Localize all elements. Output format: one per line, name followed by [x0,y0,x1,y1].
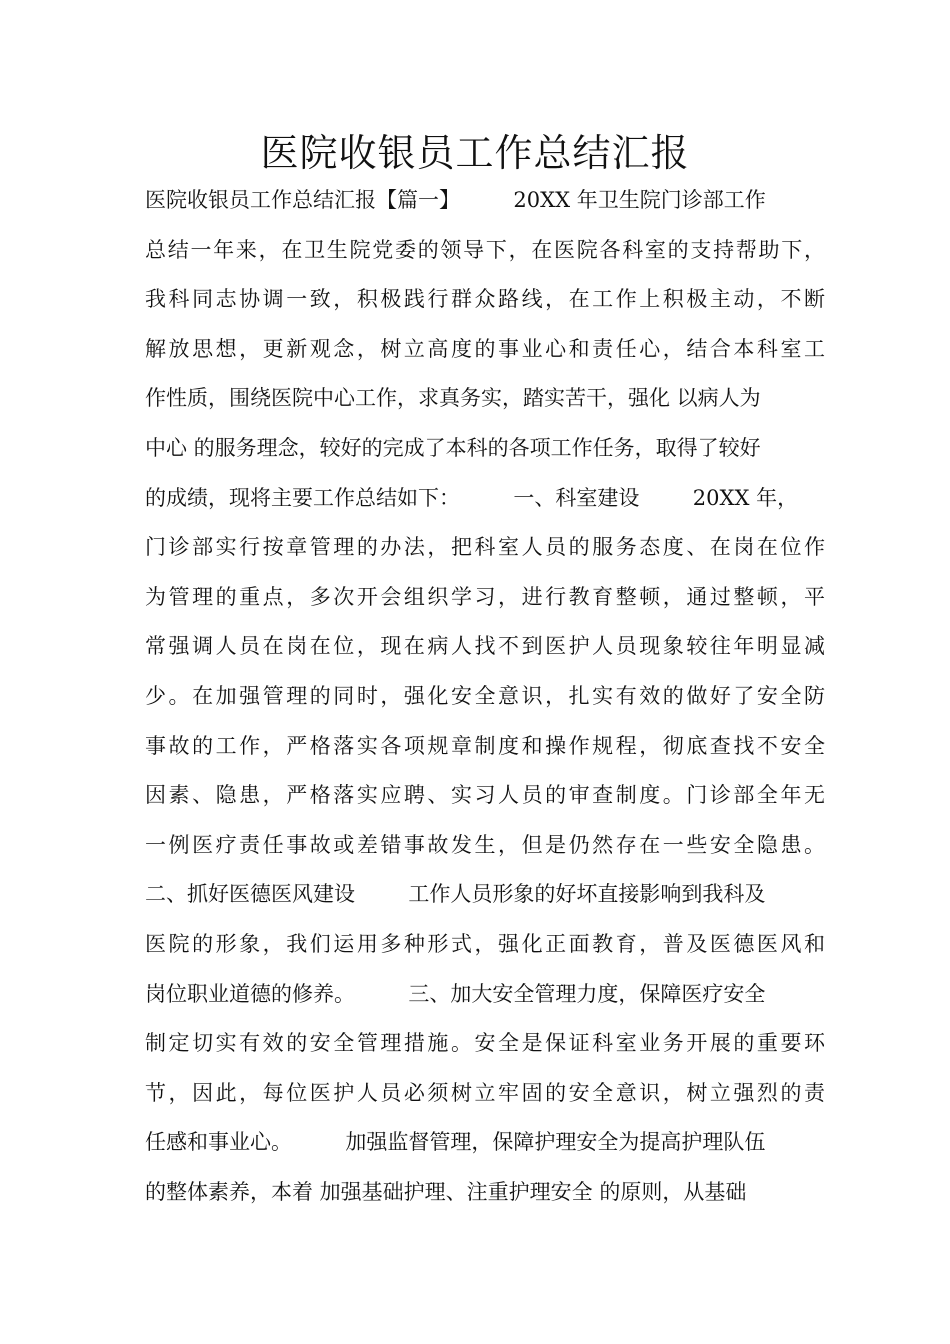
body-line: 节，因此，每位医护人员必须树立牢固的安全意识，树立强烈的责 [145,1080,825,1105]
document-title: 医院收银员工作总结汇报 [260,131,690,175]
body-line: 医院的形象，我们运用多种形式，强化正面教育，普及医德医风和 [145,931,825,956]
body-line: 少。在加强管理的同时，强化安全意识，扎实有效的做好了安全防 [145,683,825,708]
body-line: 岗位职业道德的修养。 三、加大安全管理力度，保障医疗安全 [145,981,766,1006]
body-line: 事故的工作，严格落实各项规章制度和操作规程，彻底查找不安全 [145,733,825,758]
body-line: 的整体素养，本着 加强基础护理、注重护理安全 的原则，从基础 [145,1179,747,1204]
body-line: 任感和事业心。 加强监督管理，保障护理安全为提高护理队伍 [145,1130,766,1155]
body-line: 医院收银员工作总结汇报【篇一】 20XX 年卫生院门诊部工作 [145,188,766,212]
body-line: 作性质，围绕医院中心工作，求真务实，踏实苦干，强化 以病人为 [145,386,761,411]
document-body [145,180,825,1221]
body-line: 中心 的服务理念，较好的完成了本科的各项工作任务，取得了较好 [145,435,761,460]
body-line: 二、抓好医德医风建设 工作人员形象的好坏直接影响到我科及 [145,882,766,907]
body-line: 常强调人员在岗在位，现在病人找不到医护人员现象较往年明显减 [145,634,825,659]
body-line: 因素、隐患，严格落实应聘、实习人员的审查制度。门诊部全年无 [145,783,825,808]
body-line: 解放思想，更新观念，树立高度的事业心和责任心，结合本科室工 [145,336,825,361]
body-line: 总结一年来，在卫生院党委的领导下，在医院各科室的支持帮助下， [145,237,825,262]
body-line: 我科同志协调一致，积极践行群众路线，在工作上积极主动，不断 [145,287,825,312]
body-line: 门诊部实行按章管理的办法，把科室人员的服务态度、在岗在位作 [145,535,825,560]
body-line: 的成绩，现将主要工作总结如下： 一、科室建设 20XX 年， [145,485,799,510]
body-line: 一例医疗责任事故或差错事故发生，但是仍然存在一些安全隐患。 [145,832,825,857]
body-line: 为管理的重点，多次开会组织学习，进行教育整顿，通过整顿，平 [145,584,825,609]
body-line: 制定切实有效的安全管理措施。安全是保证科室业务开展的重要环 [145,1031,825,1056]
